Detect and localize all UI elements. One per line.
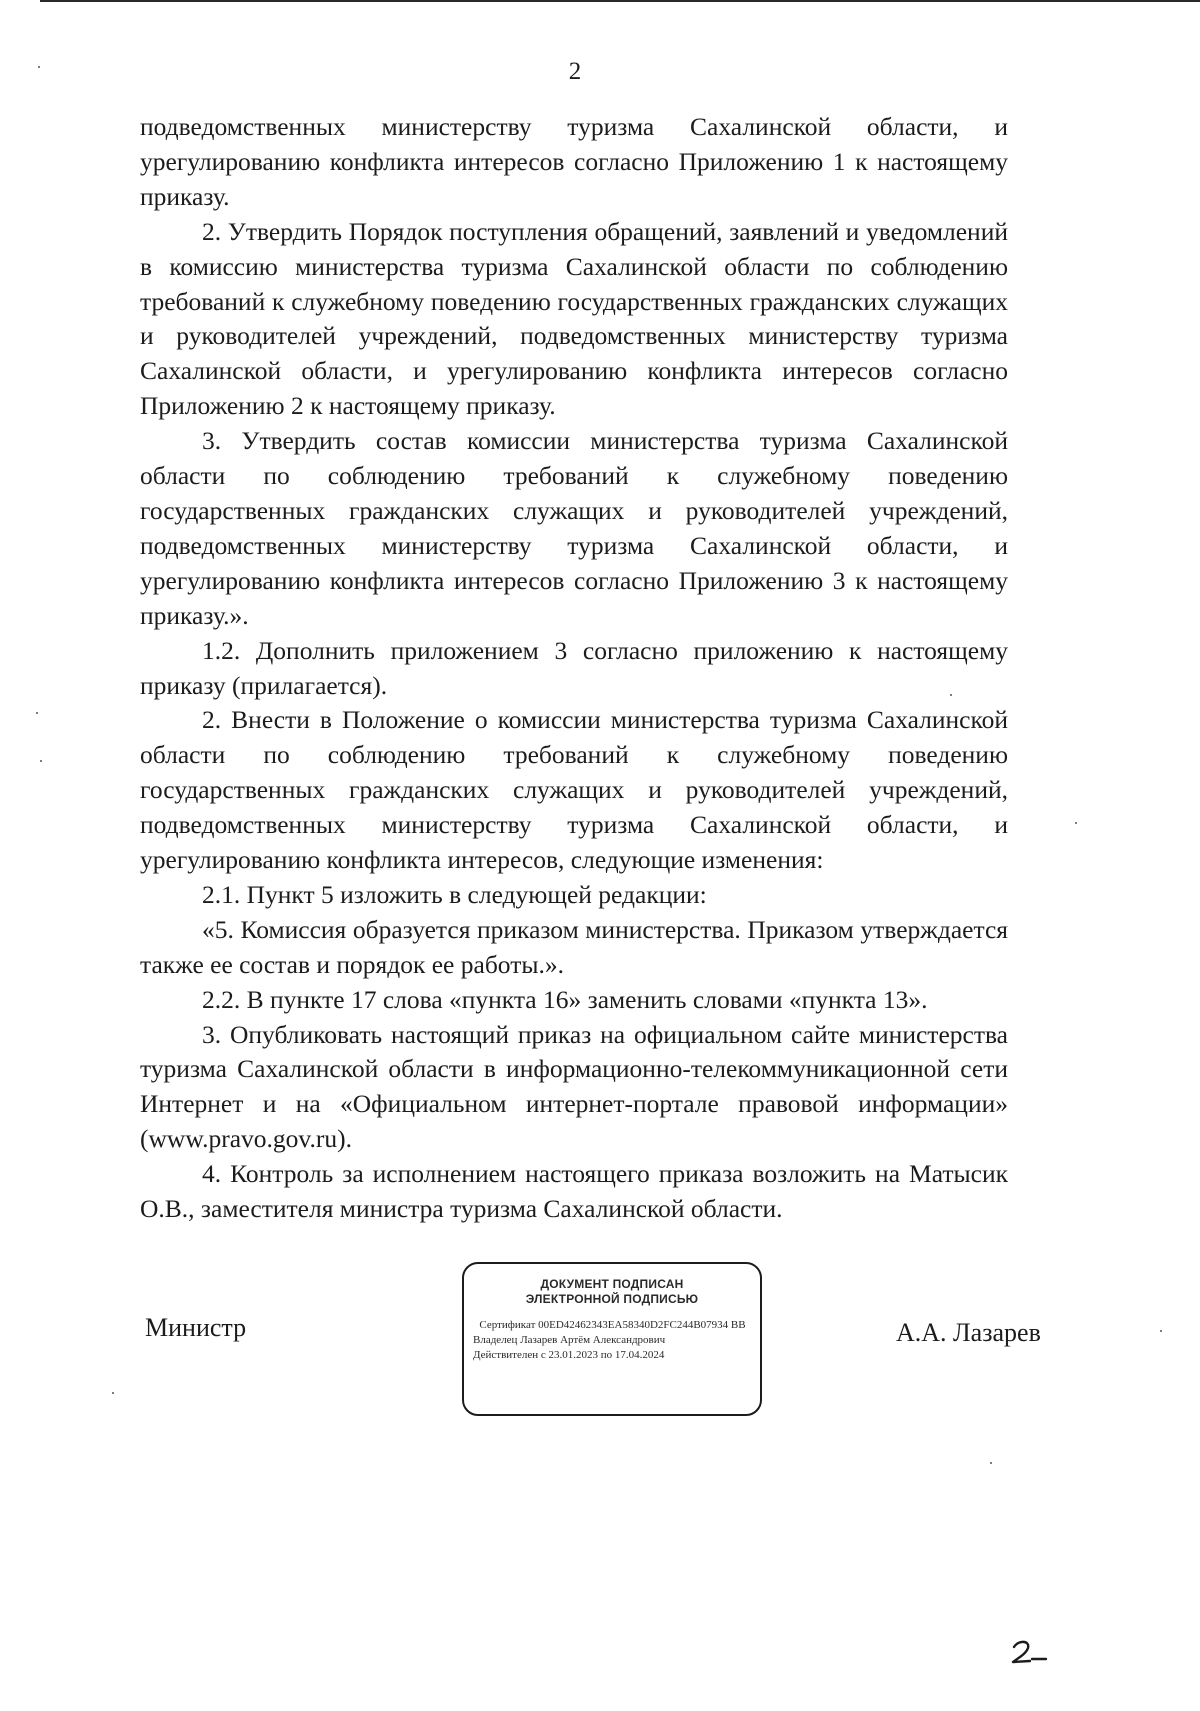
stamp-heading <box>464 1277 760 1307</box>
paragraph-item-3-publish: 3. Опубликовать настоящий приказ на официальном сайте министерства туризма Сахалинской области в информационно-телекоммуникационной сети Интернет и на «Официальном интернет-портале правовой информации» (www.pravo.gov.ru). <box>140 1019 1008 1154</box>
handwritten-page-number-icon <box>1008 1638 1050 1666</box>
stamp-validity: Действителен с 23.01.2023 по 17.04.2024 <box>473 1349 665 1361</box>
paragraph-item-3-approve-composition: 3. Утвердить состав комиссии министерства туризма Сахалинской области по соблюдению требований к служебному поведению государственных гражданских служащих и руководителей учреждений, подведомственных министерству туризма Сахалинской области, и урегулированию конфликта интересов согласно Приложению 3 к настоящему приказу.». <box>140 426 1008 630</box>
stamp-owner: Владелец Лазарев Артём Александрович <box>473 1334 666 1346</box>
paragraph-item-2-approve-procedure: 2. Утвердить Порядок поступления обращений, заявлений и уведомлений в комиссию министерства туризма Сахалинской области по соблюдению требований к служебному поведению государственных гражданских служащих и руководителей учреждений, подведомственных министерству туризма Сахалинской области, и урегулированию конфликта интересов согласно Приложению 2 к настоящему приказу. <box>140 216 1008 421</box>
top-border-line <box>40 0 1200 2</box>
paragraph-continuation: подведомственных министерству туризма Сахалинской области, и урегулированию конфликта интересов согласно Приложению 1 к настоящему приказу. <box>140 112 1008 211</box>
scan-speck <box>1075 822 1077 824</box>
stamp-heading-line-2: ЭЛЕКТРОННОЙ ПОДПИСЬЮ <box>525 1292 699 1306</box>
stamp-heading-line-1: ДОКУМЕНТ ПОДПИСАН <box>540 1277 684 1291</box>
paragraph-quote-item-5: «5. Комиссия образуется приказом министерства. Приказом утверждается также ее состав и порядок ее работы.». <box>140 914 1008 979</box>
signer-title: Министр <box>145 1313 247 1342</box>
document-body <box>140 110 1008 1227</box>
paragraph-item-1-2-supplement: 1.2. Дополнить приложением 3 согласно приложению к настоящему приказу (прилагается). <box>140 635 1008 700</box>
page-number: 2 <box>568 58 582 85</box>
paragraph-item-2-amendments: 2. Внести в Положение о комиссии министерства туризма Сахалинской области по соблюдению требований к служебному поведению государственных гражданских служащих и руководителей учреждений, подведомственных министерству туризма Сахалинской области, и урегулированию конфликта интересов, следующие изменения: <box>140 705 1008 875</box>
stamp-details <box>464 1318 760 1363</box>
stamp-certificate: Сертификат 00ED42462343EA58340D2FC244B07934 BB <box>479 1319 746 1331</box>
scan-speck <box>36 712 38 714</box>
paragraph-item-2-1: 2.1. Пункт 5 изложить в следующей редакции: <box>202 879 707 909</box>
scan-speck <box>112 1392 114 1394</box>
electronic-signature-stamp <box>462 1262 762 1416</box>
scan-speck <box>1160 1330 1162 1332</box>
scan-speck <box>38 66 40 68</box>
scan-speck <box>950 694 952 696</box>
paragraph-item-4-control: 4. Контроль за исполнением настоящего приказа возложить на Матысик О.В., заместителя министра туризма Сахалинской области. <box>140 1159 1008 1224</box>
scan-speck <box>40 760 42 762</box>
scan-speck <box>990 1462 992 1464</box>
signer-name: А.А. Лазарев <box>896 1318 1041 1347</box>
paragraph-item-2-2: 2.2. В пункте 17 слова «пункта 16» заменить словами «пункта 13». <box>202 984 928 1014</box>
